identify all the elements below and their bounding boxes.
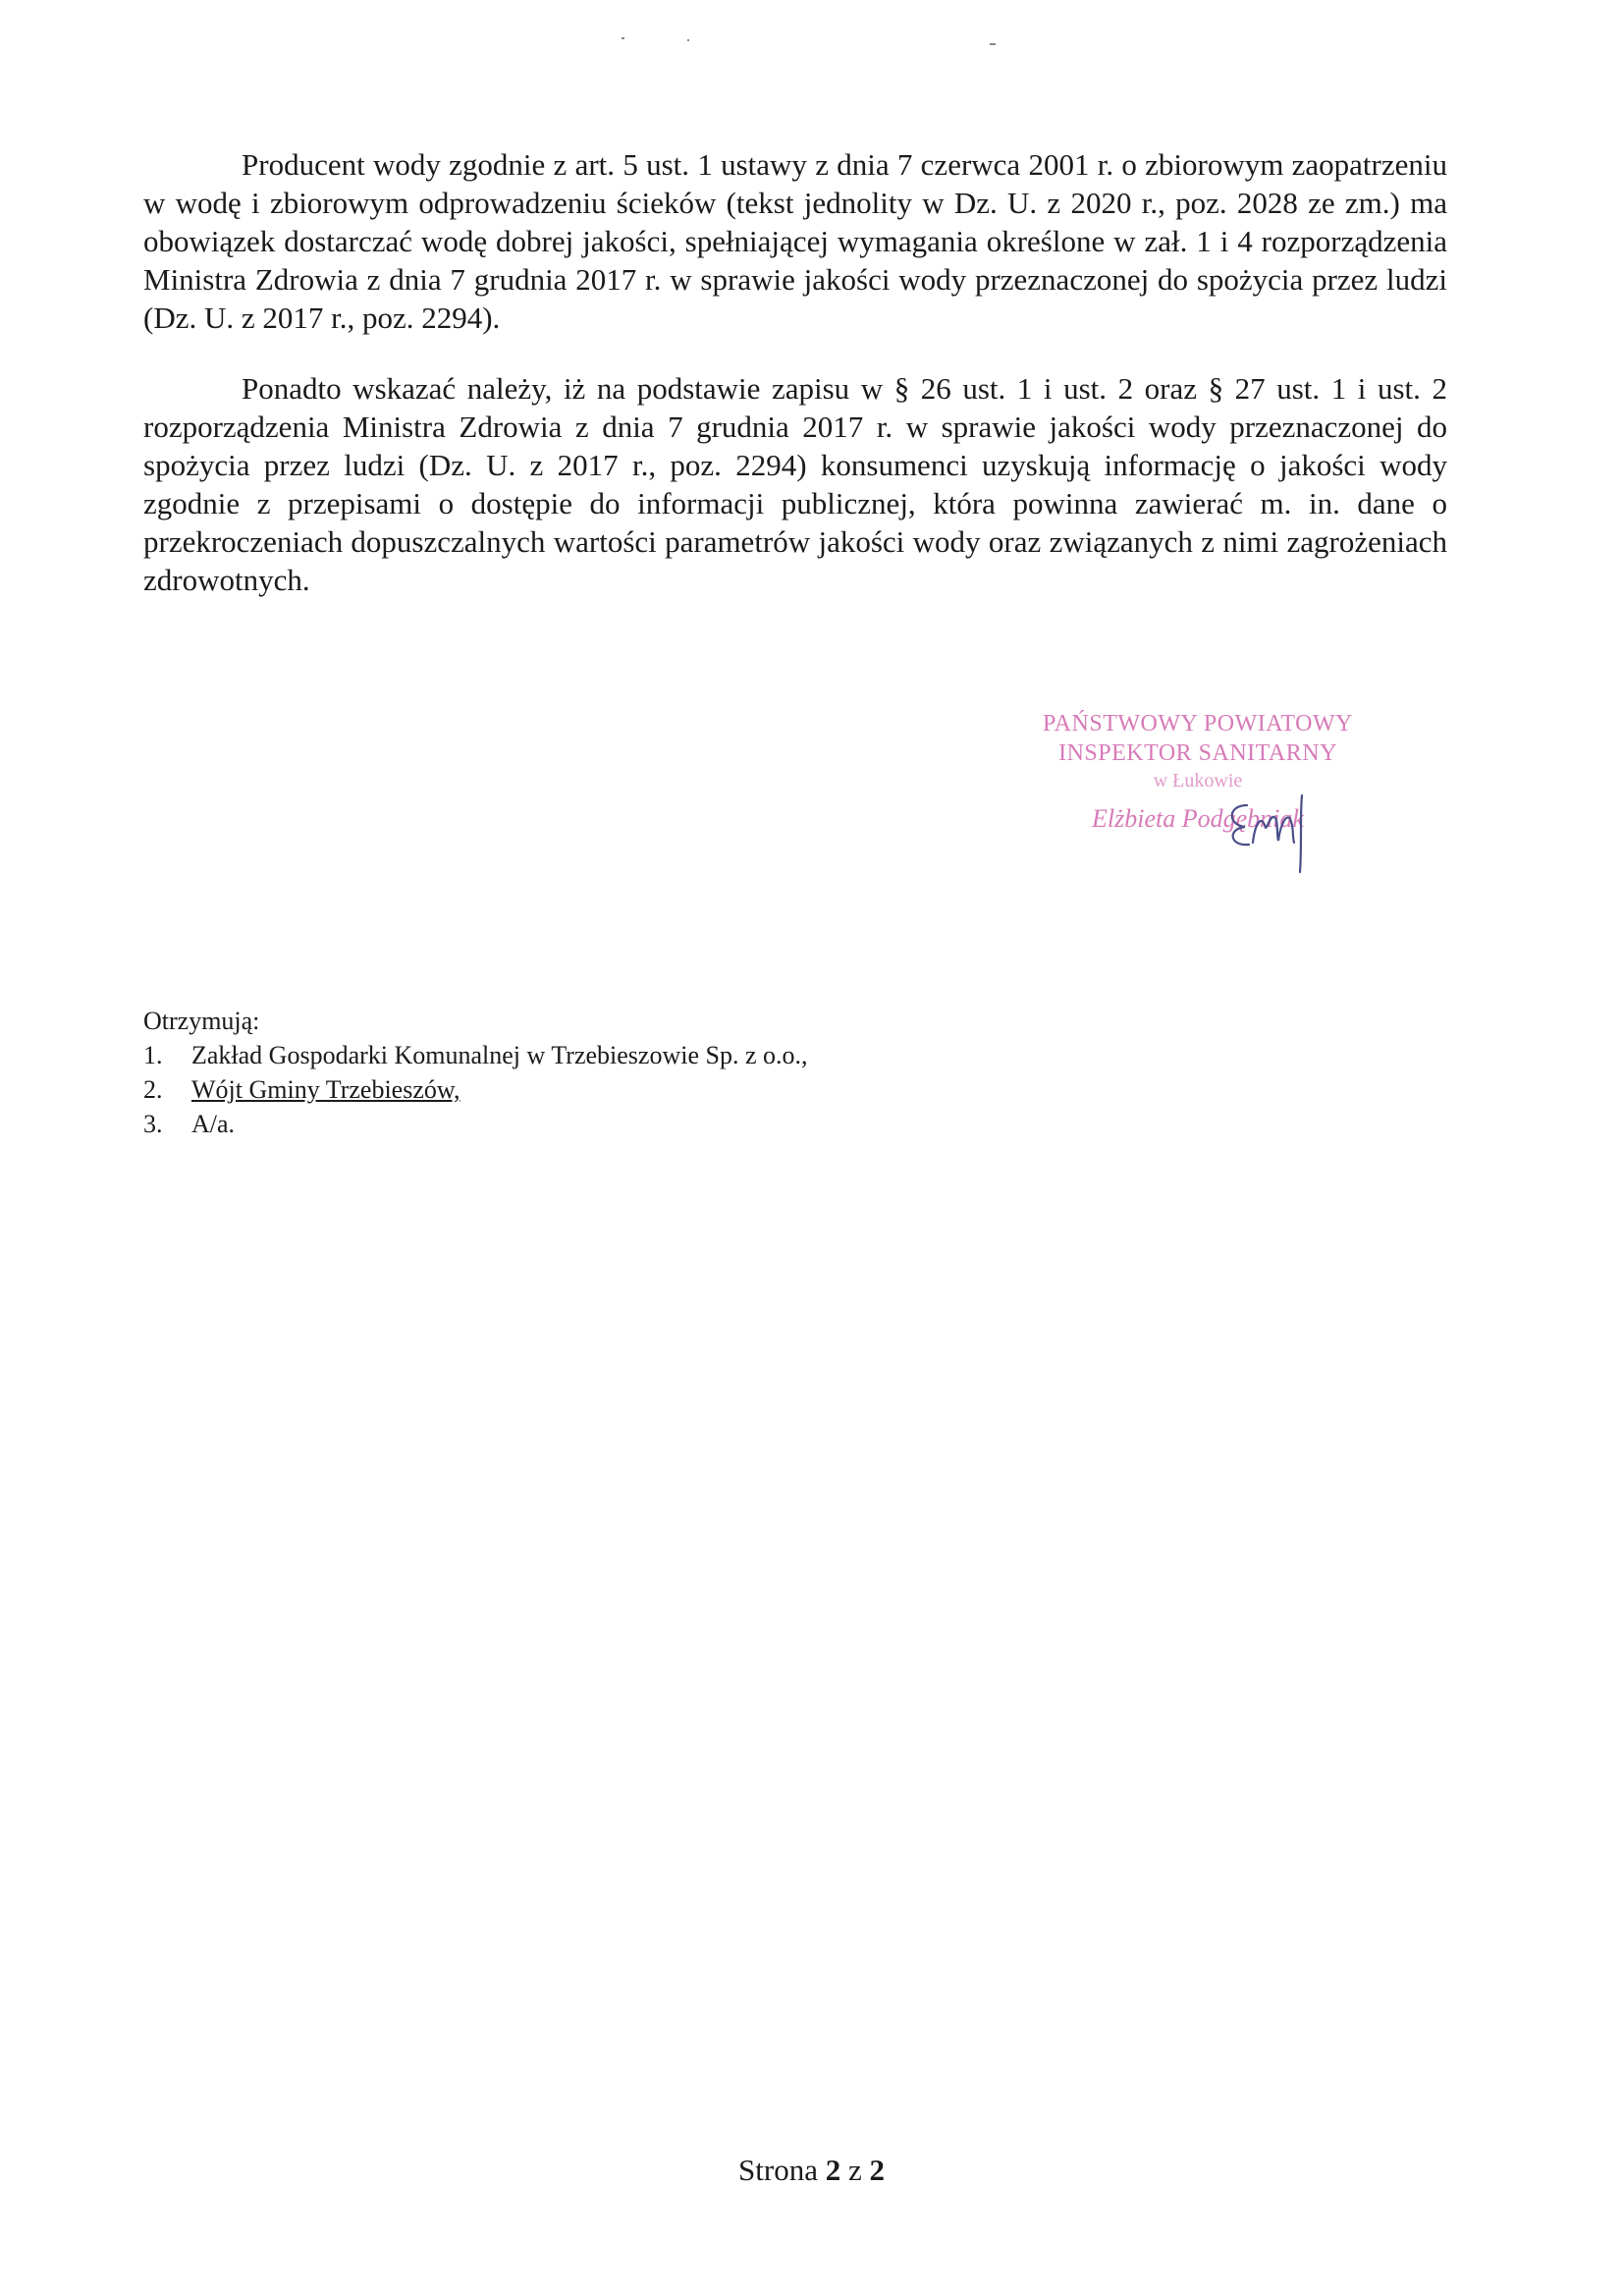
list-item-number: 3. xyxy=(143,1110,163,1138)
list-item-text: Wójt Gminy Trzebieszów, xyxy=(191,1075,460,1104)
list-item xyxy=(143,1038,808,1072)
recipients-items xyxy=(143,1038,808,1141)
list-item-text: A/a. xyxy=(191,1110,236,1138)
stamp-line-1: PAŃSTWOWY POWIATOWY xyxy=(1043,711,1353,737)
total-page-count: 2 xyxy=(869,2153,885,2187)
stamp-line-4: Elżbieta Podgębniak xyxy=(1092,804,1304,833)
list-item xyxy=(143,1072,808,1107)
page-number-footer: Strona 2 z 2 xyxy=(738,2153,885,2187)
list-item-number: 1. xyxy=(143,1041,163,1069)
list-item-text: Zakład Gospodarki Komunalnej w Trzebieszowie Sp. z o.o., xyxy=(191,1041,808,1069)
scan-speck xyxy=(990,43,996,45)
handwritten-signature xyxy=(1217,786,1335,874)
recipients-list xyxy=(143,1004,808,1141)
list-item-number: 2. xyxy=(143,1075,163,1104)
scan-speck xyxy=(622,37,624,39)
scan-speck xyxy=(687,39,689,41)
paragraph-1: Producent wody zgodnie z art. 5 ust. 1 ustawy z dnia 7 czerwca 2001 r. o zbiorowym zaopatrzeniu w wodę i zbiorowym odprowadzeniu ścieków (tekst jednolity w Dz. U. z 2020 r., poz. 2028 ze zm.) ma obowiązek dostarczać wodę dobrej jakości, spełniającej wymagania określone w zał. 1 i 4 rozporządzenia Ministra Zdrowia z dnia 7 grudnia 2017 r. w sprawie jakości wody przeznaczonej do spożycia przez ludzi (Dz. U. z 2017 r., poz. 2294). xyxy=(143,147,1447,335)
list-item xyxy=(143,1107,808,1141)
stamp-line-3: w Łukowie xyxy=(1153,770,1243,792)
stamp-line-2: INSPEKTOR SANITARNY xyxy=(1058,740,1337,766)
recipients-heading: Otrzymują: xyxy=(143,1007,260,1035)
official-stamp xyxy=(992,709,1404,841)
current-page-number: 2 xyxy=(825,2153,841,2187)
paragraph-2: Ponadto wskazać należy, iż na podstawie zapisu w § 26 ust. 1 i ust. 2 oraz § 27 ust. 1 i ust. 2 rozporządzenia Ministra Zdrowia z dnia 7 grudnia 2017 r. w sprawie jakości wody przeznaczonej do spożycia przez ludzi (Dz. U. z 2017 r., poz. 2294) konsumenci uzyskują informację o jakości wody zgodnie z przepisami o dostępie do informacji publicznej, która powinna zawierać m. in. dane o przekroczeniach dopuszczalnych wartości parametrów jakości wody oraz związanych z nimi zagrożeniach zdrowotnych. xyxy=(143,371,1447,597)
